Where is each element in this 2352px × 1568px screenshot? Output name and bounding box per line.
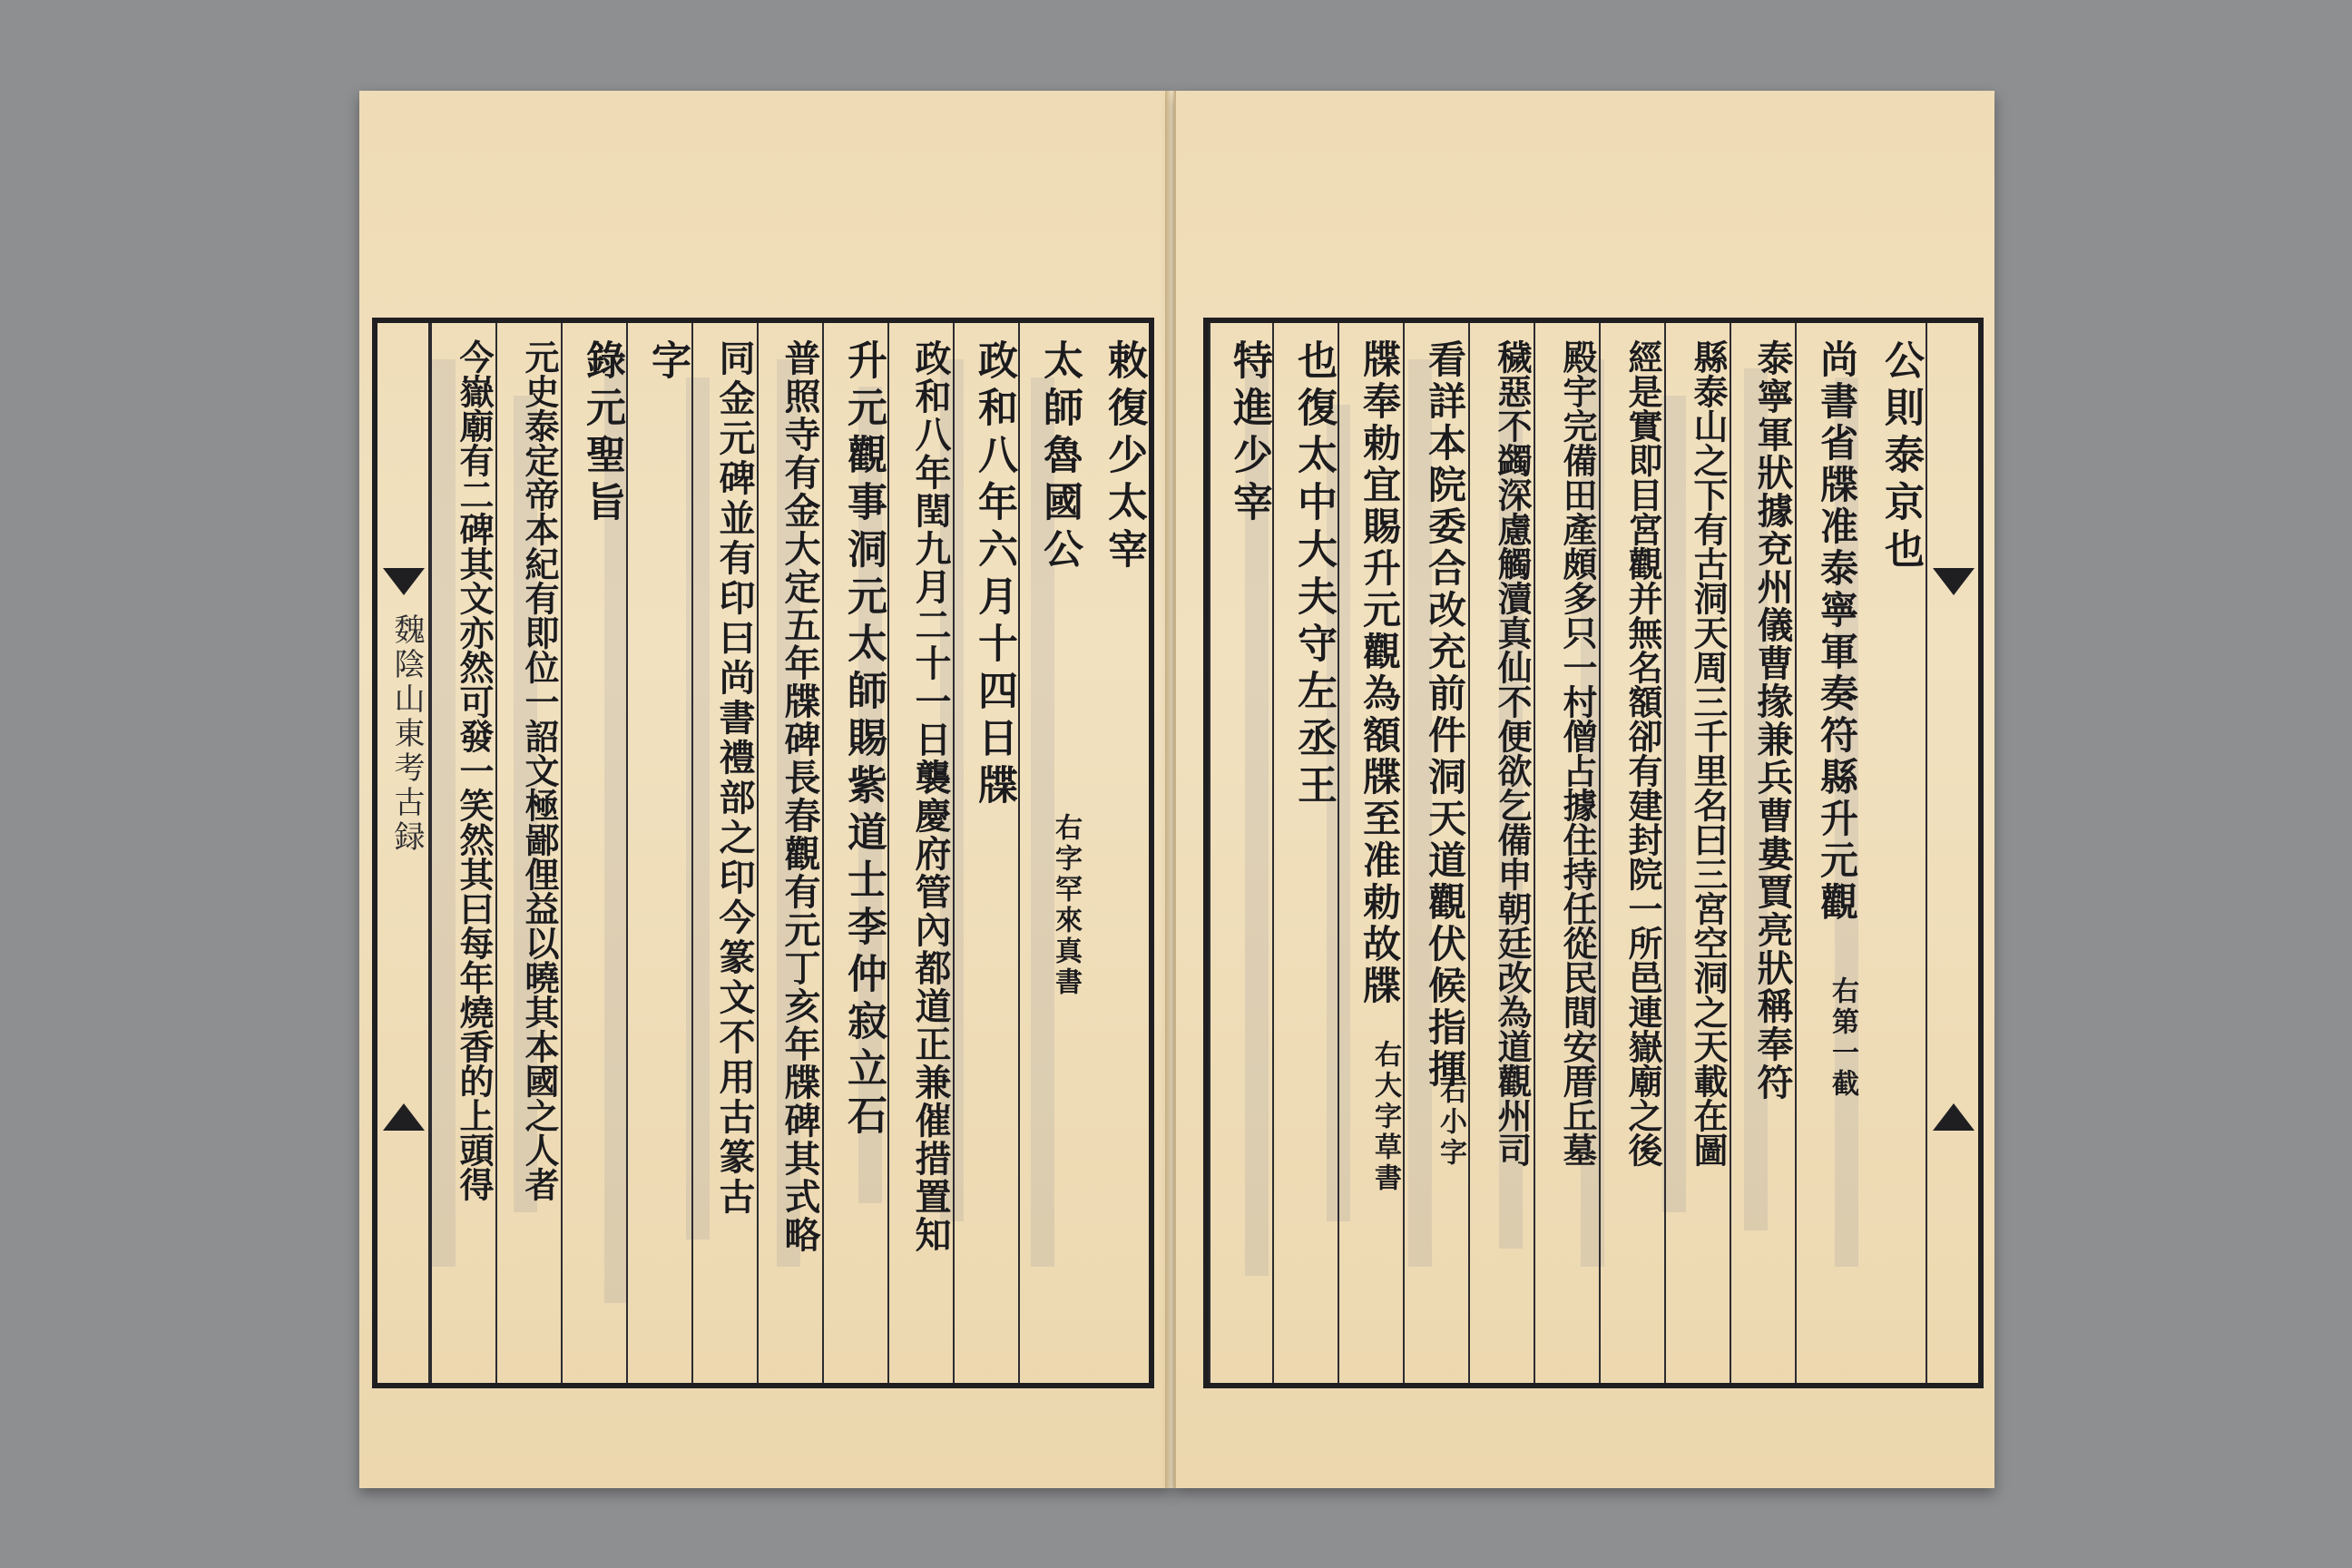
right-block-heart — [1926, 323, 1978, 1383]
left-col-7 — [691, 323, 757, 1383]
left-col-4 — [887, 323, 953, 1383]
column-text: 元史泰定帝本紀有即位一詔文極鄙俚益以曉其本國之人者 — [519, 339, 560, 1201]
column-text: 今嶽廟有二碑其文亦然可發一笑然其曰每年燒香的上頭得 — [454, 339, 495, 1201]
fishtail-bottom-icon — [383, 1103, 425, 1131]
column-text: 泰寧軍狀據兗州儀曹掾兼兵曹婁賈亮狀稱奉符 — [1751, 339, 1794, 1102]
left-col-6 — [757, 323, 822, 1383]
column-text: 政和八年閏九月二十一日襲慶府管內都道正兼催措置知 — [909, 339, 952, 1254]
left-page-frame — [372, 318, 1154, 1388]
left-col-1 — [1083, 323, 1149, 1383]
right-col-9 — [1338, 323, 1403, 1383]
column-note: 右大字草書 — [1369, 1040, 1401, 1194]
open-book — [359, 91, 1993, 1488]
column-text: 也復太中大夫守左丞王 — [1290, 339, 1337, 811]
column-text: 牒奉勅宜賜升元觀為額牒至准勅故牒 — [1357, 339, 1402, 1007]
left-col-5 — [822, 323, 887, 1383]
left-col-3 — [953, 323, 1018, 1383]
right-col-7 — [1468, 323, 1534, 1383]
column-text: 政和八年六月十四日牒 — [971, 339, 1017, 811]
right-col-3 — [1730, 323, 1795, 1383]
column-text: 尚書省牒准泰寧軍奏符縣升元觀 — [1815, 339, 1859, 924]
right-col-4 — [1664, 323, 1730, 1383]
column-note: 右第一截 — [1827, 976, 1858, 1100]
column-note: 右小字 — [1435, 1076, 1466, 1169]
column-text: 穢惡不蠲深慮觸瀆真仙不便欲乞備申朝廷改為道觀州司 — [1492, 339, 1533, 1167]
right-col-1 — [1860, 323, 1926, 1383]
right-page — [1174, 91, 1994, 1488]
column-text: 殿宇完備田產頗多只一村僧占據住持任從民間安厝丘墓 — [1557, 339, 1598, 1167]
column-text: 敕復少太宰 — [1101, 339, 1147, 575]
column-text: 同金元碑並有印曰尚書禮部之印今篆文不用古篆古 — [713, 339, 756, 1218]
column-text: 升元觀事洞元太師賜紫道士李仲寂立石 — [840, 339, 887, 1142]
column-text: 看詳本院委合改充前件洞天道觀伏候指揮 — [1423, 339, 1467, 1091]
fishtail-top-icon — [1933, 568, 1975, 595]
left-col-9 — [561, 323, 626, 1383]
right-col-2 — [1795, 323, 1860, 1383]
right-col-11 — [1209, 323, 1272, 1383]
right-page-frame — [1203, 318, 1984, 1388]
column-text: 普照寺有金大定五年牒碑長春觀有元丁亥年牒碑其式略 — [779, 339, 821, 1254]
block-heart-title: 魏陰山東考古録 — [388, 613, 425, 855]
left-col-8 — [626, 323, 691, 1383]
column-text: 縣泰山之下有古洞天周三千里名曰三宮空洞之天載在圖 — [1688, 339, 1729, 1167]
column-note: 右字罕來真書 — [1050, 813, 1082, 998]
right-col-5 — [1599, 323, 1664, 1383]
left-page — [359, 91, 1171, 1488]
right-col-8 — [1403, 323, 1468, 1383]
left-block-heart — [377, 323, 430, 1383]
right-col-6 — [1534, 323, 1599, 1383]
left-col-11 — [430, 323, 495, 1383]
column-text: 字 — [644, 339, 691, 387]
left-col-2 — [1018, 323, 1083, 1383]
fishtail-bottom-icon — [1933, 1103, 1975, 1131]
left-col-10 — [495, 323, 561, 1383]
column-text: 特進少宰 — [1226, 339, 1272, 528]
column-text: 公則泰京也 — [1877, 339, 1924, 575]
column-text: 錄元聖旨 — [579, 339, 625, 528]
fishtail-top-icon — [383, 568, 425, 595]
right-col-10 — [1272, 323, 1338, 1383]
column-text: 經是實即目宮觀并無名額卻有建封院一所邑連嶽廟之後 — [1622, 339, 1663, 1167]
column-text: 太師魯國公 — [1036, 339, 1083, 575]
